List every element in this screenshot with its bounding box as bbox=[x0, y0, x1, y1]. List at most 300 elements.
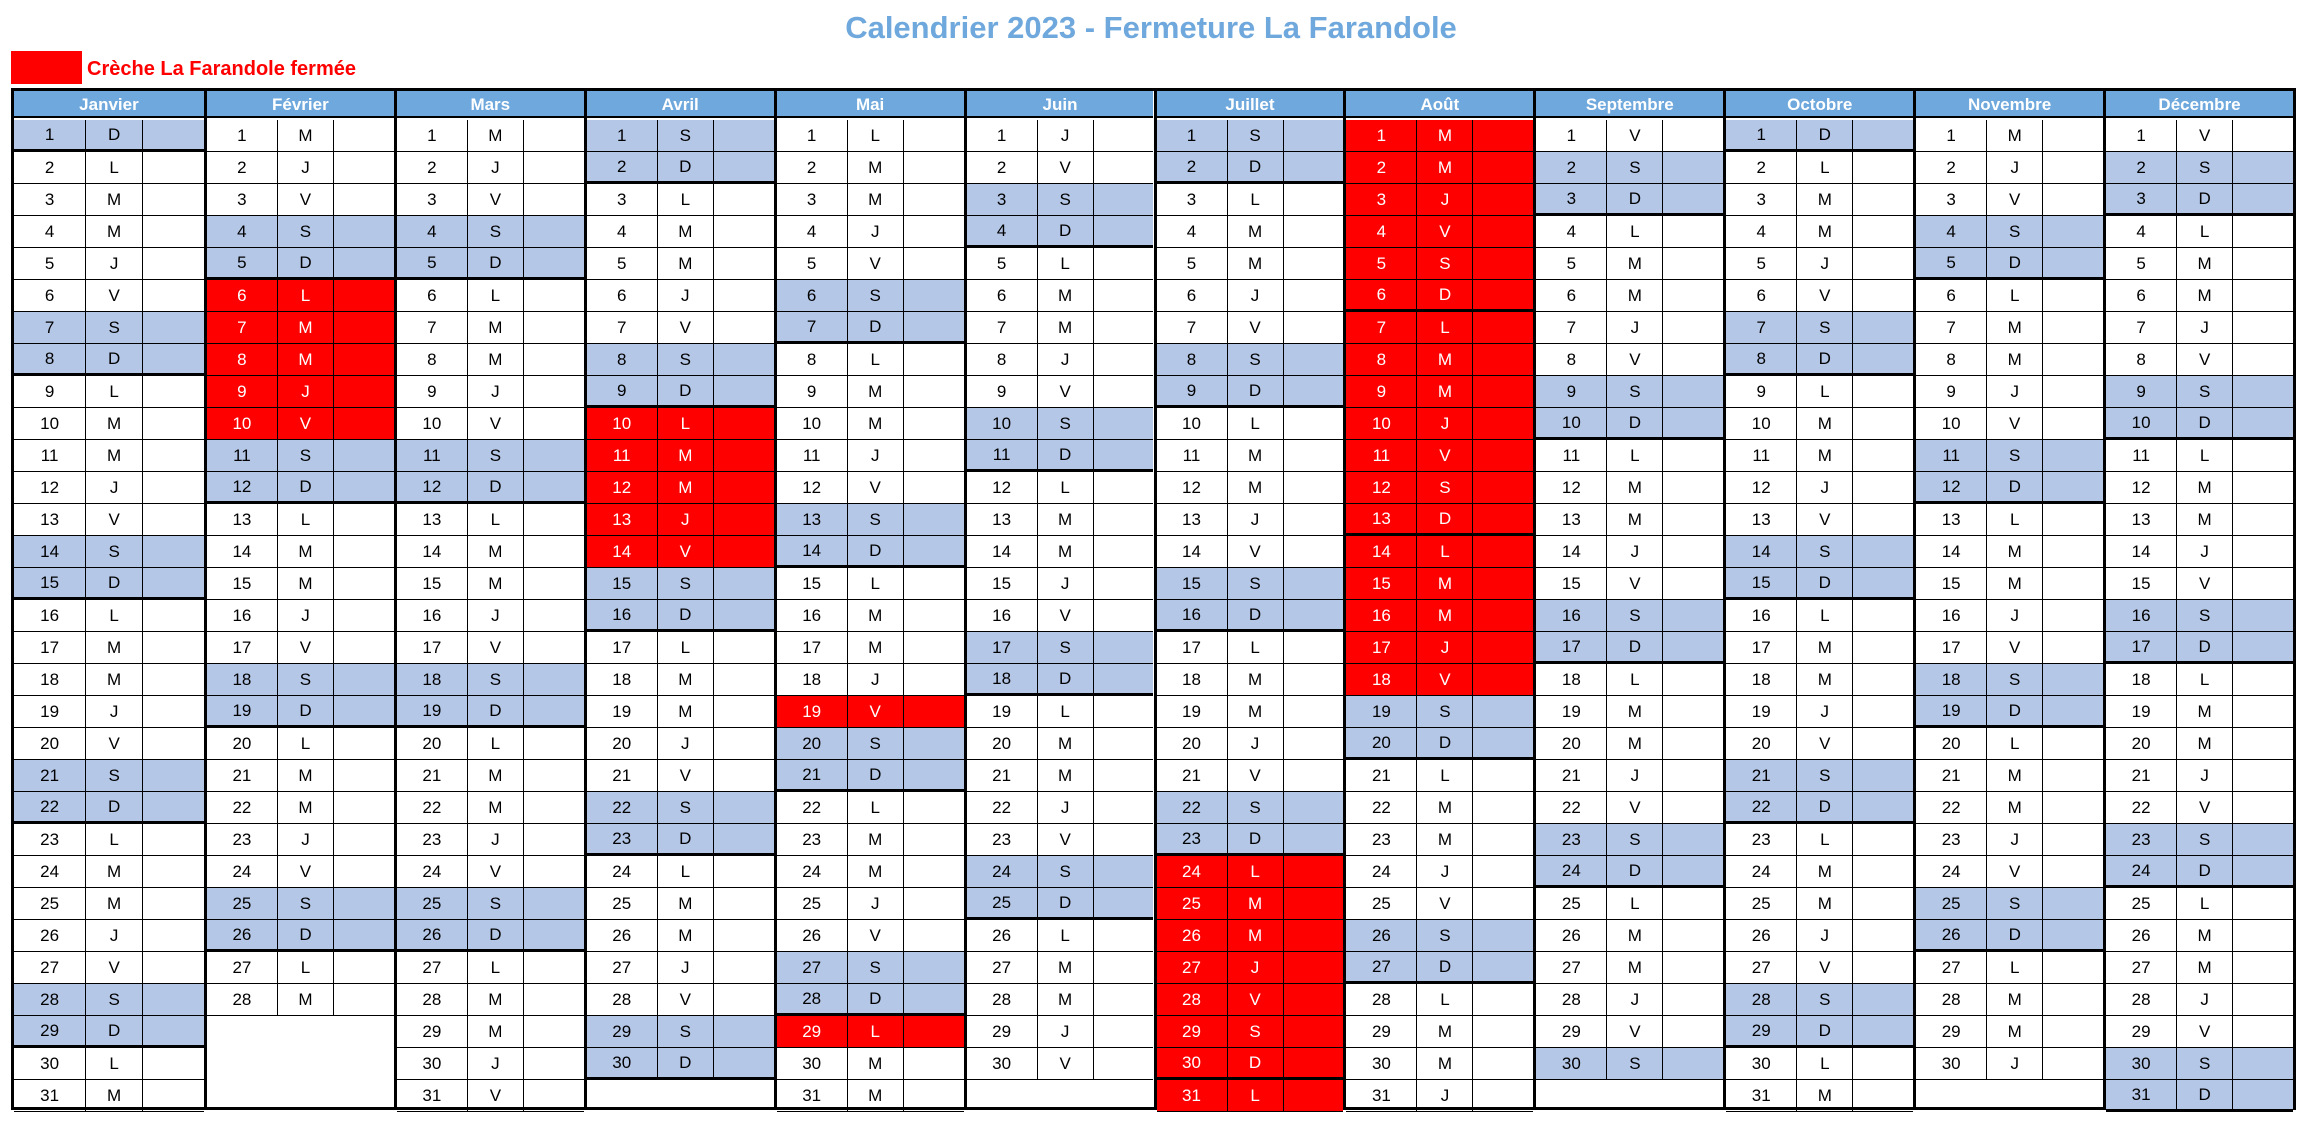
day-row bbox=[777, 792, 964, 824]
month-column bbox=[204, 91, 394, 1107]
weekday-letter: L bbox=[468, 280, 524, 311]
day-number: 1 bbox=[1157, 120, 1228, 151]
note-cell bbox=[1094, 568, 1154, 599]
day-number: 8 bbox=[14, 344, 86, 373]
day-number: 23 bbox=[777, 824, 848, 855]
weekday-letter: V bbox=[86, 280, 143, 311]
weekday-letter: M bbox=[2177, 504, 2233, 535]
day-number: 5 bbox=[2106, 248, 2177, 279]
day-row bbox=[1346, 344, 1533, 376]
note-cell bbox=[2233, 536, 2293, 567]
weekday-letter: D bbox=[2177, 1080, 2233, 1109]
note-cell bbox=[1663, 824, 1723, 855]
note-cell bbox=[1853, 312, 1913, 343]
day-number: 17 bbox=[1157, 632, 1228, 663]
day-row bbox=[1157, 856, 1344, 888]
day-row bbox=[14, 280, 204, 312]
day-row bbox=[1916, 344, 2103, 376]
note-cell bbox=[714, 696, 774, 727]
weekday-letter: J bbox=[1607, 312, 1663, 343]
note-cell bbox=[1094, 600, 1154, 631]
day-row bbox=[1157, 280, 1344, 312]
weekday-letter: V bbox=[1038, 1048, 1094, 1079]
note-cell bbox=[1473, 568, 1533, 599]
note-cell bbox=[143, 152, 204, 183]
weekday-letter: J bbox=[86, 248, 143, 279]
weekday-letter: S bbox=[1417, 248, 1473, 279]
day-number: 18 bbox=[1346, 664, 1417, 695]
weekday-letter: J bbox=[1417, 408, 1473, 439]
weekday-letter: M bbox=[1797, 1080, 1853, 1111]
weekday-letter: L bbox=[86, 824, 143, 855]
legend-label: Crèche La Farandole fermée bbox=[87, 58, 356, 80]
note-cell bbox=[714, 408, 774, 439]
note-cell bbox=[334, 728, 394, 759]
day-row bbox=[777, 984, 964, 1016]
weekday-letter: M bbox=[1417, 824, 1473, 855]
day-row bbox=[14, 696, 204, 728]
day-number: 19 bbox=[1916, 696, 1987, 725]
day-row bbox=[2106, 856, 2293, 888]
note-cell bbox=[2043, 856, 2103, 887]
weekday-letter: M bbox=[2177, 952, 2233, 983]
day-row bbox=[777, 152, 964, 184]
note-cell bbox=[2233, 984, 2293, 1015]
day-number: 6 bbox=[207, 280, 278, 311]
day-row bbox=[397, 952, 584, 984]
note-cell bbox=[714, 1016, 774, 1047]
day-number: 1 bbox=[1536, 120, 1607, 151]
day-row bbox=[1726, 856, 1913, 888]
note-cell bbox=[524, 1080, 584, 1111]
note-cell bbox=[904, 1080, 964, 1111]
note-cell bbox=[1853, 696, 1913, 727]
note-cell bbox=[143, 728, 204, 759]
note-cell bbox=[1284, 312, 1344, 343]
day-number: 6 bbox=[397, 280, 468, 311]
day-number: 15 bbox=[1536, 568, 1607, 599]
day-row bbox=[967, 728, 1154, 760]
day-row bbox=[967, 888, 1154, 920]
weekday-letter: L bbox=[1038, 696, 1094, 727]
note-cell bbox=[1094, 760, 1154, 791]
day-number: 13 bbox=[1726, 504, 1797, 535]
note-cell bbox=[714, 472, 774, 503]
weekday-letter: M bbox=[86, 408, 143, 439]
day-row bbox=[1346, 632, 1533, 664]
day-number: 29 bbox=[14, 1016, 86, 1045]
weekday-letter: J bbox=[658, 728, 714, 759]
day-row bbox=[397, 920, 584, 952]
weekday-letter: J bbox=[658, 952, 714, 983]
day-row bbox=[397, 472, 584, 504]
note-cell bbox=[143, 1080, 204, 1111]
weekday-letter: M bbox=[86, 216, 143, 247]
day-row bbox=[1536, 312, 1723, 344]
note-cell bbox=[143, 440, 204, 471]
note-cell bbox=[524, 664, 584, 695]
day-row bbox=[1916, 1016, 2103, 1048]
day-row bbox=[397, 792, 584, 824]
weekday-letter: S bbox=[848, 280, 904, 311]
weekday-letter: J bbox=[1417, 856, 1473, 887]
day-row bbox=[14, 888, 204, 920]
weekday-letter: M bbox=[86, 440, 143, 471]
weekday-letter: D bbox=[1417, 728, 1473, 757]
day-row bbox=[1536, 216, 1723, 248]
day-number: 6 bbox=[1157, 280, 1228, 311]
weekday-letter: M bbox=[1228, 440, 1284, 471]
day-row bbox=[207, 728, 394, 760]
note-cell bbox=[1094, 984, 1154, 1015]
day-number: 4 bbox=[1726, 216, 1797, 247]
weekday-letter: S bbox=[468, 888, 524, 919]
weekday-letter: V bbox=[658, 760, 714, 791]
day-row bbox=[967, 472, 1154, 504]
weekday-letter: S bbox=[468, 216, 524, 247]
weekday-letter: S bbox=[1607, 152, 1663, 183]
day-number: 28 bbox=[14, 984, 86, 1015]
day-row bbox=[967, 152, 1154, 184]
weekday-letter: M bbox=[1797, 184, 1853, 215]
note-cell bbox=[1853, 504, 1913, 535]
weekday-letter: J bbox=[848, 888, 904, 919]
note-cell bbox=[1473, 600, 1533, 631]
day-number: 27 bbox=[14, 952, 86, 983]
day-number: 20 bbox=[1726, 728, 1797, 759]
day-number: 21 bbox=[207, 760, 278, 791]
day-number: 18 bbox=[1916, 664, 1987, 695]
day-row bbox=[967, 120, 1154, 152]
day-number: 25 bbox=[2106, 888, 2177, 919]
note-cell bbox=[714, 1048, 774, 1077]
month-column bbox=[1913, 91, 2103, 1107]
day-row bbox=[1916, 472, 2103, 504]
day-row bbox=[1157, 1048, 1344, 1080]
day-row bbox=[1916, 120, 2103, 152]
note-cell bbox=[1663, 152, 1723, 183]
day-number: 21 bbox=[777, 760, 848, 789]
day-number: 20 bbox=[777, 728, 848, 759]
weekday-letter: D bbox=[1038, 664, 1094, 693]
day-row bbox=[1726, 376, 1913, 408]
day-number: 25 bbox=[1726, 888, 1797, 919]
note-cell bbox=[2233, 728, 2293, 759]
weekday-letter: M bbox=[278, 120, 334, 151]
day-number: 3 bbox=[2106, 184, 2177, 213]
note-cell bbox=[1094, 408, 1154, 439]
day-number: 4 bbox=[1916, 216, 1987, 247]
note-cell bbox=[714, 824, 774, 853]
note-cell bbox=[1853, 120, 1913, 149]
note-cell bbox=[904, 248, 964, 279]
weekday-letter: V bbox=[468, 1080, 524, 1111]
note-cell bbox=[143, 856, 204, 887]
day-number: 27 bbox=[587, 952, 658, 983]
note-cell bbox=[1284, 952, 1344, 983]
day-number: 20 bbox=[1916, 728, 1987, 759]
day-number: 16 bbox=[397, 600, 468, 631]
day-row bbox=[2106, 184, 2293, 216]
day-row bbox=[2106, 248, 2293, 280]
note-cell bbox=[334, 504, 394, 535]
weekday-letter: D bbox=[2177, 632, 2233, 661]
day-number: 5 bbox=[967, 248, 1038, 279]
weekday-letter: L bbox=[86, 152, 143, 183]
note-cell bbox=[1284, 120, 1344, 151]
note-cell bbox=[1473, 856, 1533, 887]
weekday-letter: L bbox=[848, 344, 904, 375]
day-number: 10 bbox=[1157, 408, 1228, 439]
note-cell bbox=[2043, 184, 2103, 215]
day-row bbox=[1726, 728, 1913, 760]
weekday-letter: M bbox=[1607, 472, 1663, 503]
day-row bbox=[14, 824, 204, 856]
note-cell bbox=[1853, 536, 1913, 567]
day-row bbox=[2106, 920, 2293, 952]
day-number: 5 bbox=[1726, 248, 1797, 279]
day-number: 15 bbox=[2106, 568, 2177, 599]
month-header: Août bbox=[1346, 91, 1533, 118]
day-number: 16 bbox=[777, 600, 848, 631]
day-row bbox=[207, 696, 394, 728]
note-cell bbox=[904, 280, 964, 311]
weekday-letter: M bbox=[86, 1080, 143, 1111]
day-number: 28 bbox=[1916, 984, 1987, 1015]
note-cell bbox=[143, 1048, 204, 1079]
note-cell bbox=[1473, 408, 1533, 439]
note-cell bbox=[2043, 568, 2103, 599]
note-cell bbox=[1473, 312, 1533, 343]
weekday-letter: D bbox=[1607, 856, 1663, 885]
day-row bbox=[1346, 952, 1533, 984]
weekday-letter: M bbox=[1987, 984, 2043, 1015]
day-number: 12 bbox=[967, 472, 1038, 503]
day-row bbox=[1536, 792, 1723, 824]
day-number: 15 bbox=[967, 568, 1038, 599]
day-row bbox=[967, 376, 1154, 408]
day-number: 31 bbox=[2106, 1080, 2177, 1109]
note-cell bbox=[2043, 888, 2103, 919]
weekday-letter: L bbox=[278, 952, 334, 983]
note-cell bbox=[143, 632, 204, 663]
day-row bbox=[14, 536, 204, 568]
day-number: 6 bbox=[1916, 280, 1987, 311]
note-cell bbox=[524, 632, 584, 663]
day-number: 16 bbox=[1157, 600, 1228, 629]
weekday-letter: V bbox=[2177, 1016, 2233, 1047]
note-cell bbox=[524, 536, 584, 567]
day-row bbox=[587, 632, 774, 664]
weekday-letter: L bbox=[1987, 280, 2043, 311]
note-cell bbox=[524, 568, 584, 599]
day-number: 5 bbox=[397, 248, 468, 277]
day-row bbox=[777, 120, 964, 152]
weekday-letter: S bbox=[86, 984, 143, 1015]
day-number: 11 bbox=[1346, 440, 1417, 471]
day-number: 30 bbox=[397, 1048, 468, 1079]
note-cell bbox=[1663, 760, 1723, 791]
note-cell bbox=[334, 824, 394, 855]
day-number: 2 bbox=[1536, 152, 1607, 183]
day-row bbox=[1916, 728, 2103, 760]
month-header: Avril bbox=[587, 91, 774, 118]
day-number: 19 bbox=[587, 696, 658, 727]
day-row bbox=[207, 152, 394, 184]
weekday-letter: V bbox=[1607, 120, 1663, 151]
day-row bbox=[1916, 952, 2103, 984]
note-cell bbox=[334, 280, 394, 311]
note-cell bbox=[2233, 856, 2293, 885]
day-row bbox=[1536, 248, 1723, 280]
day-row bbox=[1536, 1048, 1723, 1080]
day-number: 2 bbox=[207, 152, 278, 183]
weekday-letter: M bbox=[1417, 568, 1473, 599]
day-number: 17 bbox=[14, 632, 86, 663]
weekday-letter: M bbox=[1987, 312, 2043, 343]
weekday-letter: V bbox=[1607, 568, 1663, 599]
note-cell bbox=[143, 664, 204, 695]
note-cell bbox=[904, 984, 964, 1013]
day-row bbox=[207, 216, 394, 248]
day-row bbox=[967, 184, 1154, 216]
day-row bbox=[1536, 1016, 1723, 1048]
note-cell bbox=[1473, 664, 1533, 695]
weekday-letter: V bbox=[2177, 792, 2233, 823]
weekday-letter: M bbox=[1607, 952, 1663, 983]
day-row bbox=[1346, 984, 1533, 1016]
day-number: 13 bbox=[777, 504, 848, 535]
weekday-letter: S bbox=[848, 952, 904, 983]
day-row bbox=[1726, 152, 1913, 184]
day-number: 3 bbox=[207, 184, 278, 215]
day-number: 14 bbox=[397, 536, 468, 567]
day-row bbox=[14, 472, 204, 504]
weekday-letter: J bbox=[1228, 728, 1284, 759]
day-number: 3 bbox=[1346, 184, 1417, 215]
day-number: 17 bbox=[397, 632, 468, 663]
note-cell bbox=[2233, 792, 2293, 823]
note-cell bbox=[143, 792, 204, 821]
note-cell bbox=[1094, 792, 1154, 823]
note-cell bbox=[714, 760, 774, 791]
weekday-letter: L bbox=[468, 504, 524, 535]
note-cell bbox=[143, 920, 204, 951]
day-number: 8 bbox=[777, 344, 848, 375]
day-number: 29 bbox=[1916, 1016, 1987, 1047]
note-cell bbox=[1094, 440, 1154, 469]
weekday-letter: D bbox=[468, 920, 524, 949]
day-row bbox=[1916, 408, 2103, 440]
note-cell bbox=[1094, 152, 1154, 183]
day-number: 17 bbox=[1916, 632, 1987, 663]
day-number: 11 bbox=[1157, 440, 1228, 471]
weekday-letter: D bbox=[1228, 152, 1284, 181]
note-cell bbox=[1473, 536, 1533, 567]
weekday-letter: S bbox=[658, 792, 714, 823]
weekday-letter: S bbox=[1607, 600, 1663, 631]
note-cell bbox=[904, 120, 964, 151]
weekday-letter: S bbox=[278, 216, 334, 247]
day-row bbox=[587, 1016, 774, 1048]
weekday-letter: S bbox=[1417, 696, 1473, 727]
day-row bbox=[1157, 728, 1344, 760]
weekday-letter: M bbox=[1797, 632, 1853, 663]
day-row bbox=[397, 984, 584, 1016]
day-number: 24 bbox=[1157, 856, 1228, 887]
day-number: 15 bbox=[587, 568, 658, 599]
day-number: 28 bbox=[777, 984, 848, 1013]
day-number: 28 bbox=[207, 984, 278, 1015]
day-row bbox=[14, 216, 204, 248]
day-number: 11 bbox=[2106, 440, 2177, 471]
note-cell bbox=[2233, 344, 2293, 375]
weekday-letter: M bbox=[1417, 376, 1473, 407]
note-cell bbox=[714, 344, 774, 375]
day-row bbox=[587, 280, 774, 312]
day-row bbox=[1157, 696, 1344, 728]
day-row bbox=[1536, 856, 1723, 888]
weekday-letter: J bbox=[1987, 376, 2043, 407]
weekday-letter: J bbox=[86, 696, 143, 727]
day-number: 30 bbox=[1536, 1048, 1607, 1079]
note-cell bbox=[1473, 440, 1533, 471]
note-cell bbox=[2043, 664, 2103, 695]
day-number: 18 bbox=[777, 664, 848, 695]
day-row bbox=[14, 600, 204, 632]
day-row bbox=[777, 952, 964, 984]
day-number: 18 bbox=[397, 664, 468, 695]
day-row bbox=[967, 1016, 1154, 1048]
weekday-letter: M bbox=[848, 184, 904, 215]
day-row bbox=[1157, 600, 1344, 632]
weekday-letter: D bbox=[86, 344, 143, 373]
day-row bbox=[587, 248, 774, 280]
day-number: 18 bbox=[207, 664, 278, 695]
note-cell bbox=[2043, 632, 2103, 663]
weekday-letter: V bbox=[1797, 280, 1853, 311]
day-row bbox=[1726, 472, 1913, 504]
note-cell bbox=[1853, 952, 1913, 983]
day-row bbox=[587, 536, 774, 568]
day-row bbox=[14, 504, 204, 536]
weekday-letter: M bbox=[1987, 120, 2043, 151]
note-cell bbox=[2043, 152, 2103, 183]
weekday-letter: M bbox=[86, 632, 143, 663]
note-cell bbox=[714, 600, 774, 629]
day-row bbox=[967, 856, 1154, 888]
weekday-letter: V bbox=[1607, 1016, 1663, 1047]
month-column bbox=[394, 91, 584, 1107]
day-row bbox=[14, 952, 204, 984]
day-number: 26 bbox=[1157, 920, 1228, 951]
day-row bbox=[777, 248, 964, 280]
day-row bbox=[1346, 536, 1533, 568]
weekday-letter: V bbox=[468, 632, 524, 663]
day-row bbox=[1346, 1048, 1533, 1080]
weekday-letter: J bbox=[1038, 120, 1094, 151]
weekday-letter: S bbox=[658, 120, 714, 151]
month-header: Novembre bbox=[1916, 91, 2103, 118]
note-cell bbox=[2043, 408, 2103, 439]
weekday-letter: J bbox=[1607, 760, 1663, 791]
weekday-letter: V bbox=[278, 856, 334, 887]
note-cell bbox=[2233, 1048, 2293, 1079]
note-cell bbox=[1663, 1016, 1723, 1047]
weekday-letter: V bbox=[278, 632, 334, 663]
day-row bbox=[1157, 760, 1344, 792]
weekday-letter: J bbox=[468, 824, 524, 855]
